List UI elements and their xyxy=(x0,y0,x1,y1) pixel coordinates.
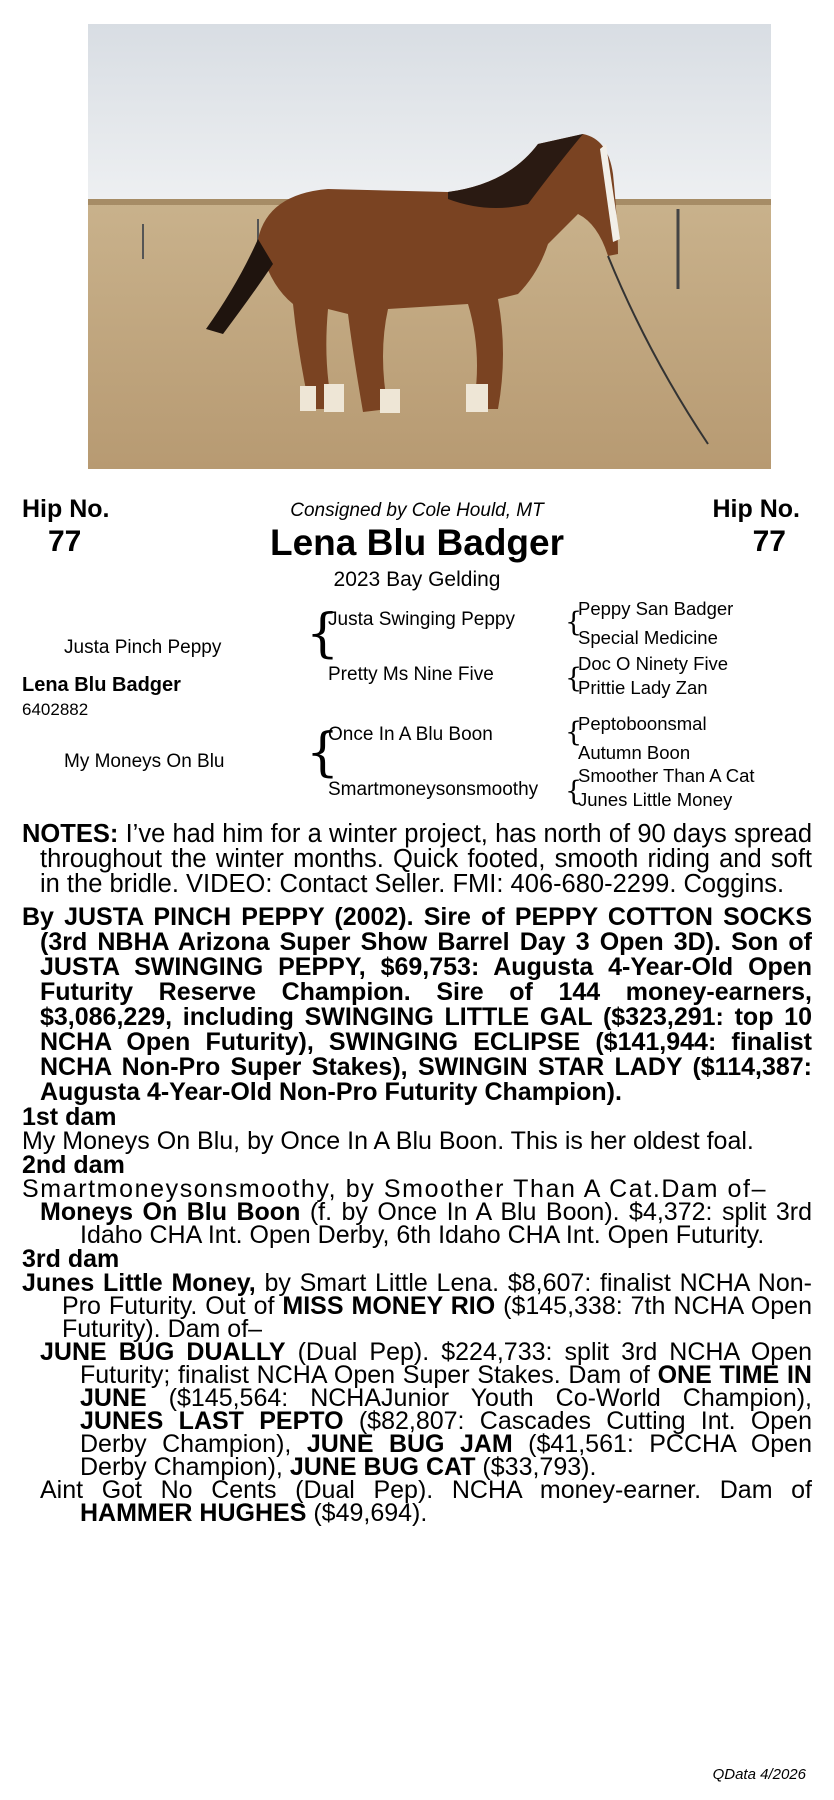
offspring-1-text-3: ($41,561: PCCHA Open Derby Champion), xyxy=(80,1430,812,1481)
offspring-1-name: JUNE BUG DUALLY xyxy=(40,1338,286,1366)
pedigree-g2: Special Medicine xyxy=(578,627,718,648)
pedigree-sire: Justa Pinch Peppy xyxy=(64,637,222,658)
third-dam-text xyxy=(22,1269,812,1343)
pedigree-g8: Junes Little Money xyxy=(578,789,733,810)
pedigree-g3: Doc O Ninety Five xyxy=(578,653,729,674)
brace-g3: { xyxy=(565,717,583,748)
hip-label-left: Hip No. xyxy=(22,495,110,523)
hip-label-right: Hip No. xyxy=(712,495,800,523)
brace-g1: { xyxy=(565,607,583,638)
third-dam-text-1: by Smart Little Lena. $8,607: finalist NCHA Non-Pro Futurity. Out of xyxy=(62,1269,812,1320)
registration-number: 6402882 xyxy=(22,700,89,719)
pedigree-g6: Autumn Boon xyxy=(578,742,691,763)
pedigree-g5: Peptoboonsmal xyxy=(578,713,707,734)
brace-sire: { xyxy=(306,604,340,664)
pedigree-sire-dam: Pretty Ms Nine Five xyxy=(328,664,494,685)
second-dam-text: Smartmoneysonsmoothy, by Smoother Than A Cat.Dam of– xyxy=(22,1175,768,1203)
notes-paragraph xyxy=(22,822,812,897)
hip-number-left: 77 xyxy=(48,525,82,558)
notes-label: NOTES: xyxy=(22,820,119,848)
pedigree-dam: My Moneys On Blu xyxy=(64,751,225,772)
offspring-2-end: ($49,694). xyxy=(306,1499,428,1527)
horse-description: 2023 Bay Gelding xyxy=(333,568,501,591)
brace-g4: { xyxy=(565,776,583,807)
offspring-1-text-4: ($33,793). xyxy=(475,1453,597,1481)
pedigree-dam-dam: Smartmoneysonsmoothy xyxy=(328,779,539,800)
first-dam-heading: 1st dam xyxy=(22,1103,117,1131)
offspring-1-bold-2: JUNES LAST PEPTO xyxy=(80,1407,344,1435)
pedigree-subject: Lena Blu Badger xyxy=(22,674,181,696)
third-dam-bold-1: MISS MONEY RIO xyxy=(282,1292,496,1320)
offspring-text: (f. by Once In A Blu Boon). $4,372: split 3rd Idaho CHA Int. Open Derby, 6th Idaho CHA Int. Open Futurity. xyxy=(80,1198,813,1249)
second-dam-offspring xyxy=(40,1198,813,1249)
first-dam-text: My Moneys On Blu, by Once In A Blu Boon. This is her oldest foal. xyxy=(22,1127,754,1155)
notes-text: I’ve had him for a winter project, has north of 90 days spread throughout the winter months. Quick footed, smooth riding and soft in the bridle. VIDEO: Contact Seller. FMI: 406-680-2299. Coggins. xyxy=(40,820,812,898)
horse-name: Lena Blu Badger xyxy=(270,522,564,563)
hip-number-right: 77 xyxy=(752,525,786,558)
offspring-2-text: Aint Got No Cents (Dual Pep). NCHA money-earner. Dam of xyxy=(40,1476,812,1504)
pedigree-dam-sire: Once In A Blu Boon xyxy=(328,724,493,745)
offspring-1-bold-3: JUNE BUG JAM xyxy=(306,1430,513,1458)
offspring-1-bold-4: JUNE BUG CAT xyxy=(289,1453,476,1481)
offspring-1-text: (Dual Pep). $224,733: split 3rd NCHA Open Futurity; finalist NCHA Open Super Stakes. Dam of xyxy=(80,1338,812,1389)
sire-paragraph: By JUSTA PINCH PEPPY (2002). Sire of PEPPY COTTON SOCKS (3rd NBHA Arizona Super Show Barrel Day 3 Open 3D). Son of JUSTA SWINGING PEPPY, $69,753: Augusta 4-Year-Old Open Futurity Reserve Champion. Sire of 144 money-earners, $3,086,229, including SWINGING LITTLE GAL ($323,291: top 10 NCHA Open Futurity), SWINGING ECLIPSE ($141,944: finalist NCHA Non-Pro Super Stakes), SWINGIN STAR LADY ($114,387: Augusta 4-Year-Old Non-Pro Futurity Champion). xyxy=(22,903,812,1106)
pedigree-sire-sire: Justa Swinging Peppy xyxy=(328,609,515,630)
footer-qdata: QData 4/2026 xyxy=(712,1766,806,1783)
pedigree-g7: Smoother Than A Cat xyxy=(578,765,755,786)
third-dam-offspring-1 xyxy=(40,1338,812,1481)
offspring-2-bold: HAMMER HUGHES xyxy=(80,1499,307,1527)
second-dam-heading: 2nd dam xyxy=(22,1151,125,1179)
third-dam-heading: 3rd dam xyxy=(22,1245,120,1273)
third-dam-name: Junes Little Money, xyxy=(22,1269,256,1297)
offspring-1-text-1: ($145,564: NCHAJunior Youth Co-World Champion), xyxy=(146,1384,812,1412)
third-dam-offspring-2 xyxy=(40,1476,812,1527)
offspring-1-text-2: ($82,807: Cascades Cutting Int. Open Derby Champion), xyxy=(80,1407,812,1458)
third-dam-text-2: ($145,338: 7th NCHA Open Futurity). Dam of– xyxy=(62,1292,812,1343)
brace-dam: { xyxy=(306,723,340,783)
brace-g2: { xyxy=(565,663,583,694)
consignor: Consigned by Cole Hould, MT xyxy=(290,500,544,521)
horse-photo xyxy=(88,24,771,469)
offspring-name: Moneys On Blu Boon xyxy=(40,1198,301,1226)
pedigree-g1: Peppy San Badger xyxy=(578,598,734,619)
offspring-1-bold-1: ONE TIME IN JUNE xyxy=(80,1361,812,1412)
catalog-body xyxy=(22,822,812,1525)
pedigree-g4: Prittie Lady Zan xyxy=(578,677,708,698)
